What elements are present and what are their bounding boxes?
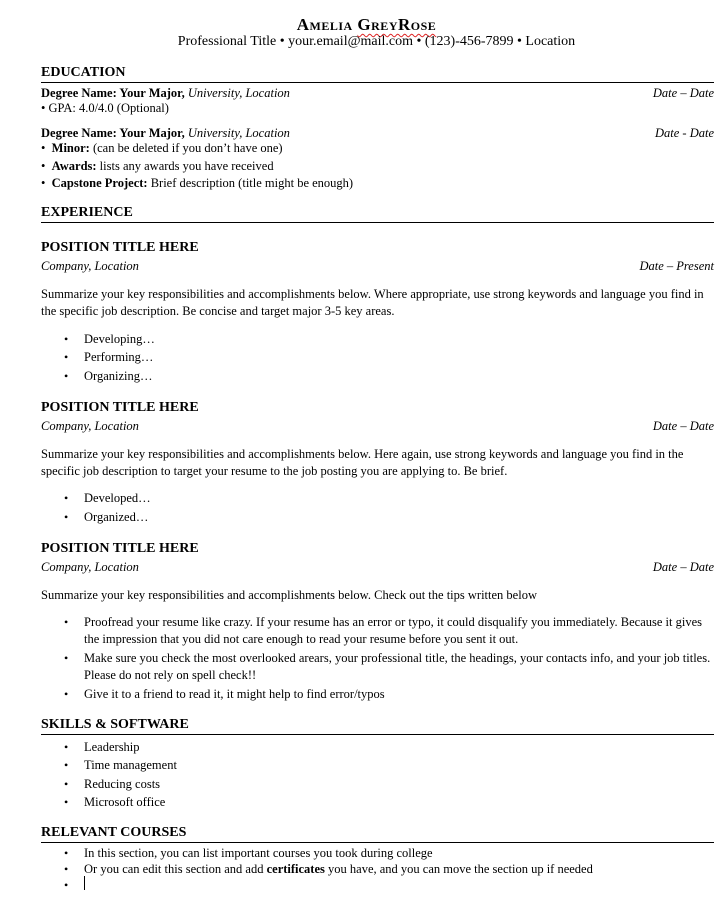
degree-2-awards: • Awards: lists any awards you have received [41,159,274,173]
contact-line: Professional Title • your.email@mail.com • (123)-456-7899 • Location [177,34,576,49]
job-3-title: POSITION TITLE HERE [41,541,199,556]
degree-2-school: University, Location [184,126,290,140]
section-heading-experience: EXPERIENCE [41,205,714,223]
job-2-company: Company, Location [41,419,139,433]
job-1-meta [41,259,714,274]
degree-2-label: Degree Name: Your Major, [41,126,185,140]
degree-1-gpa: • GPA: 4.0/4.0 (Optional) [41,101,169,115]
job-2-date: Date – Date [652,419,714,433]
section-heading-education: EDUCATION [41,65,714,83]
job-2-title: POSITION TITLE HERE [41,400,199,415]
degree-2-date: Date - Date [654,126,714,140]
degree-1-school: University, Location [184,86,290,100]
degree-1-label: Degree Name: Your Major, [41,86,185,100]
degree-2-minor: • Minor: (can be deleted if you don’t have one) [41,141,283,155]
job-3-company: Company, Location [41,560,139,574]
job-1-date: Date – Present [639,259,714,273]
job-1-summary: Summarize your key responsibilities and accomplishments below. Where appropriate, use strong keywords and language you find in the specific job description. Be concise and target major 3-5 key areas. [41,287,704,318]
job-1-title: POSITION TITLE HERE [41,240,199,255]
name-first: Amelia [296,15,358,34]
degree-1-date: Date – Date [652,86,714,100]
job-2-summary: Summarize your key responsibilities and accomplishments below. Here again, use strong keywords and language you find in the specific job description to target your resume to the job posting you are applying to. Be brief. [41,447,684,478]
degree-2-capstone: • Capstone Project: Brief description (title might be enough) [41,176,354,190]
degree-1-row [41,86,714,101]
text-cursor [84,876,85,890]
job-1-company: Company, Location [41,259,139,273]
section-heading-skills: SKILLS & SOFTWARE [41,717,714,735]
job-3-meta [41,560,714,575]
job-3-date: Date – Date [652,560,714,574]
job-3-summary: Summarize your key responsibilities and accomplishments below. Check out the tips written below [41,588,537,602]
resume-name [0,15,727,35]
section-heading-courses: RELEVANT COURSES [41,825,714,843]
degree-2-row [41,126,714,141]
name-last: GreyRose [357,15,437,34]
job-2-meta [41,419,714,434]
